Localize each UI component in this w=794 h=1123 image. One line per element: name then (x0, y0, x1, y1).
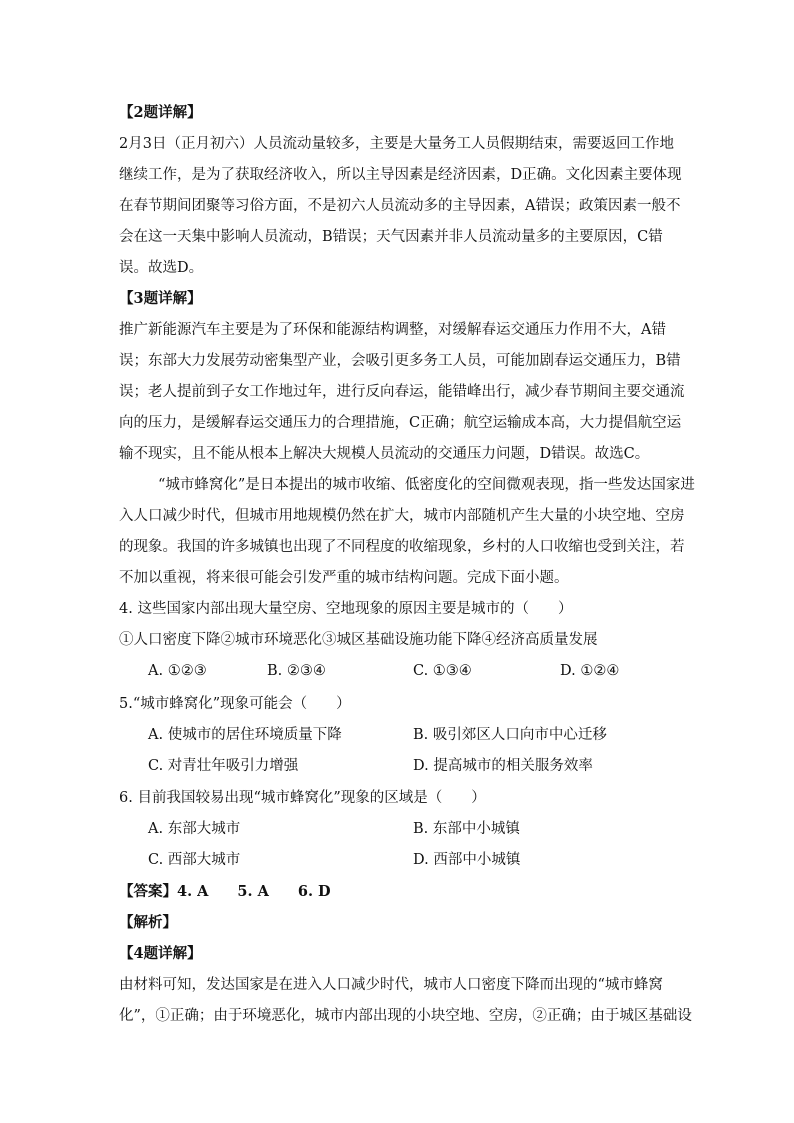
section-heading-q2: 【2题详解】 (119, 104, 202, 121)
q5-option-b: B. 吸引郊区人口向市中心迁移 (413, 727, 607, 743)
q5-option-a: A. 使城市的居住环境质量下降 (148, 727, 342, 743)
material-paragraph-line: 的现象。我国的许多城镇也出现了不同程度的收缩现象，乡村的人口收缩也受到关注，若 (119, 539, 685, 555)
material-paragraph-line: 不加以重视，将来很可能会引发严重的城市结构问题。完成下面小题。 (119, 570, 569, 586)
paragraph-line: 误。故选D。 (119, 260, 204, 276)
analysis-heading: 【解析】 (119, 914, 177, 931)
paragraph-line: 2月3日（正月初六）人员流动量较多，主要是大量务工人员假期结束，需要返回工作地 (119, 136, 674, 152)
paragraph-line: 由材料可知，发达国家是在进入人口减少时代，城市人口密度下降而出现的“城市蜂窝 (119, 977, 663, 993)
q4-option-d: D. ①②④ (560, 663, 620, 679)
paragraph-line: 会在这一天集中影响人员流动，B错误；天气因素并非人员流动量多的主要原因，C错 (119, 229, 663, 245)
paragraph-line: 继续工作，是为了获取经济收入，所以主导因素是经济因素，D正确。文化因素主要体现 (119, 167, 682, 183)
q6-option-a: A. 东部大城市 (148, 821, 241, 837)
paragraph-line: 输不现实，且不能从根本上解决大规模人员流动的交通压力问题，D错误。故选C。 (119, 446, 650, 462)
q4-option-a: A. ①②③ (148, 663, 207, 679)
paragraph-line: 误；老人提前到子女工作地过年，进行反向春运，能错峰出行，减少春节期间主要交通流 (119, 384, 685, 400)
section-heading-q4: 【4题详解】 (119, 945, 202, 962)
q5-option-c: C. 对青壮年吸引力增强 (148, 758, 299, 774)
section-heading-q3: 【3题详解】 (119, 290, 202, 307)
material-paragraph-line: 入人口减少时代，但城市用地规模仍然在扩大，城市内部随机产生大量的小块空地、空房 (119, 508, 685, 524)
question-4-statements: ①人口密度下降②城市环境恶化③城区基础设施功能下降④经济高质量发展 (119, 632, 598, 648)
q4-option-c: C. ①③④ (413, 663, 472, 679)
material-paragraph-line: “城市蜂窝化”是日本提出的城市收缩、低密度化的空间微观表现，指一些发达国家进 (158, 477, 695, 493)
q4-option-b: B. ②③④ (267, 663, 326, 679)
question-5: 5.“城市蜂窝化”现象可能会（ ） (119, 696, 351, 712)
question-6: 6. 目前我国较易出现“城市蜂窝化”现象的区域是（ ） (119, 790, 486, 806)
q6-option-d: D. 西部中小城镇 (413, 852, 521, 868)
q6-option-c: C. 西部大城市 (148, 852, 241, 868)
question-4: 4. 这些国家内部出现大量空房、空地现象的原因主要是城市的（ ） (119, 601, 573, 617)
paragraph-line: 向的压力，是缓解春运交通压力的合理措施，C正确；航空运输成本高，大力提倡航空运 (119, 415, 682, 431)
paragraph-line: 推广新能源汽车主要是为了环保和能源结构调整，对缓解春运交通压力作用不大，A错 (119, 322, 666, 338)
paragraph-line: 误；东部大力发展劳动密集型产业，会吸引更多务工人员，可能加剧春运交通压力，B错 (119, 353, 681, 369)
answer-line: 【答案】4. A 5. A 6. D (119, 883, 331, 900)
paragraph-line: 化”，①正确；由于环境恶化，城市内部出现的小块空地、空房，②正确；由于城区基础设 (119, 1008, 692, 1024)
paragraph-line: 在春节期间团聚等习俗方面，不是初六人员流动多的主导因素，A错误；政策因素一般不 (119, 198, 681, 214)
q6-option-b: B. 东部中小城镇 (413, 821, 520, 837)
q5-option-d: D. 提高城市的相关服务效率 (413, 758, 593, 774)
